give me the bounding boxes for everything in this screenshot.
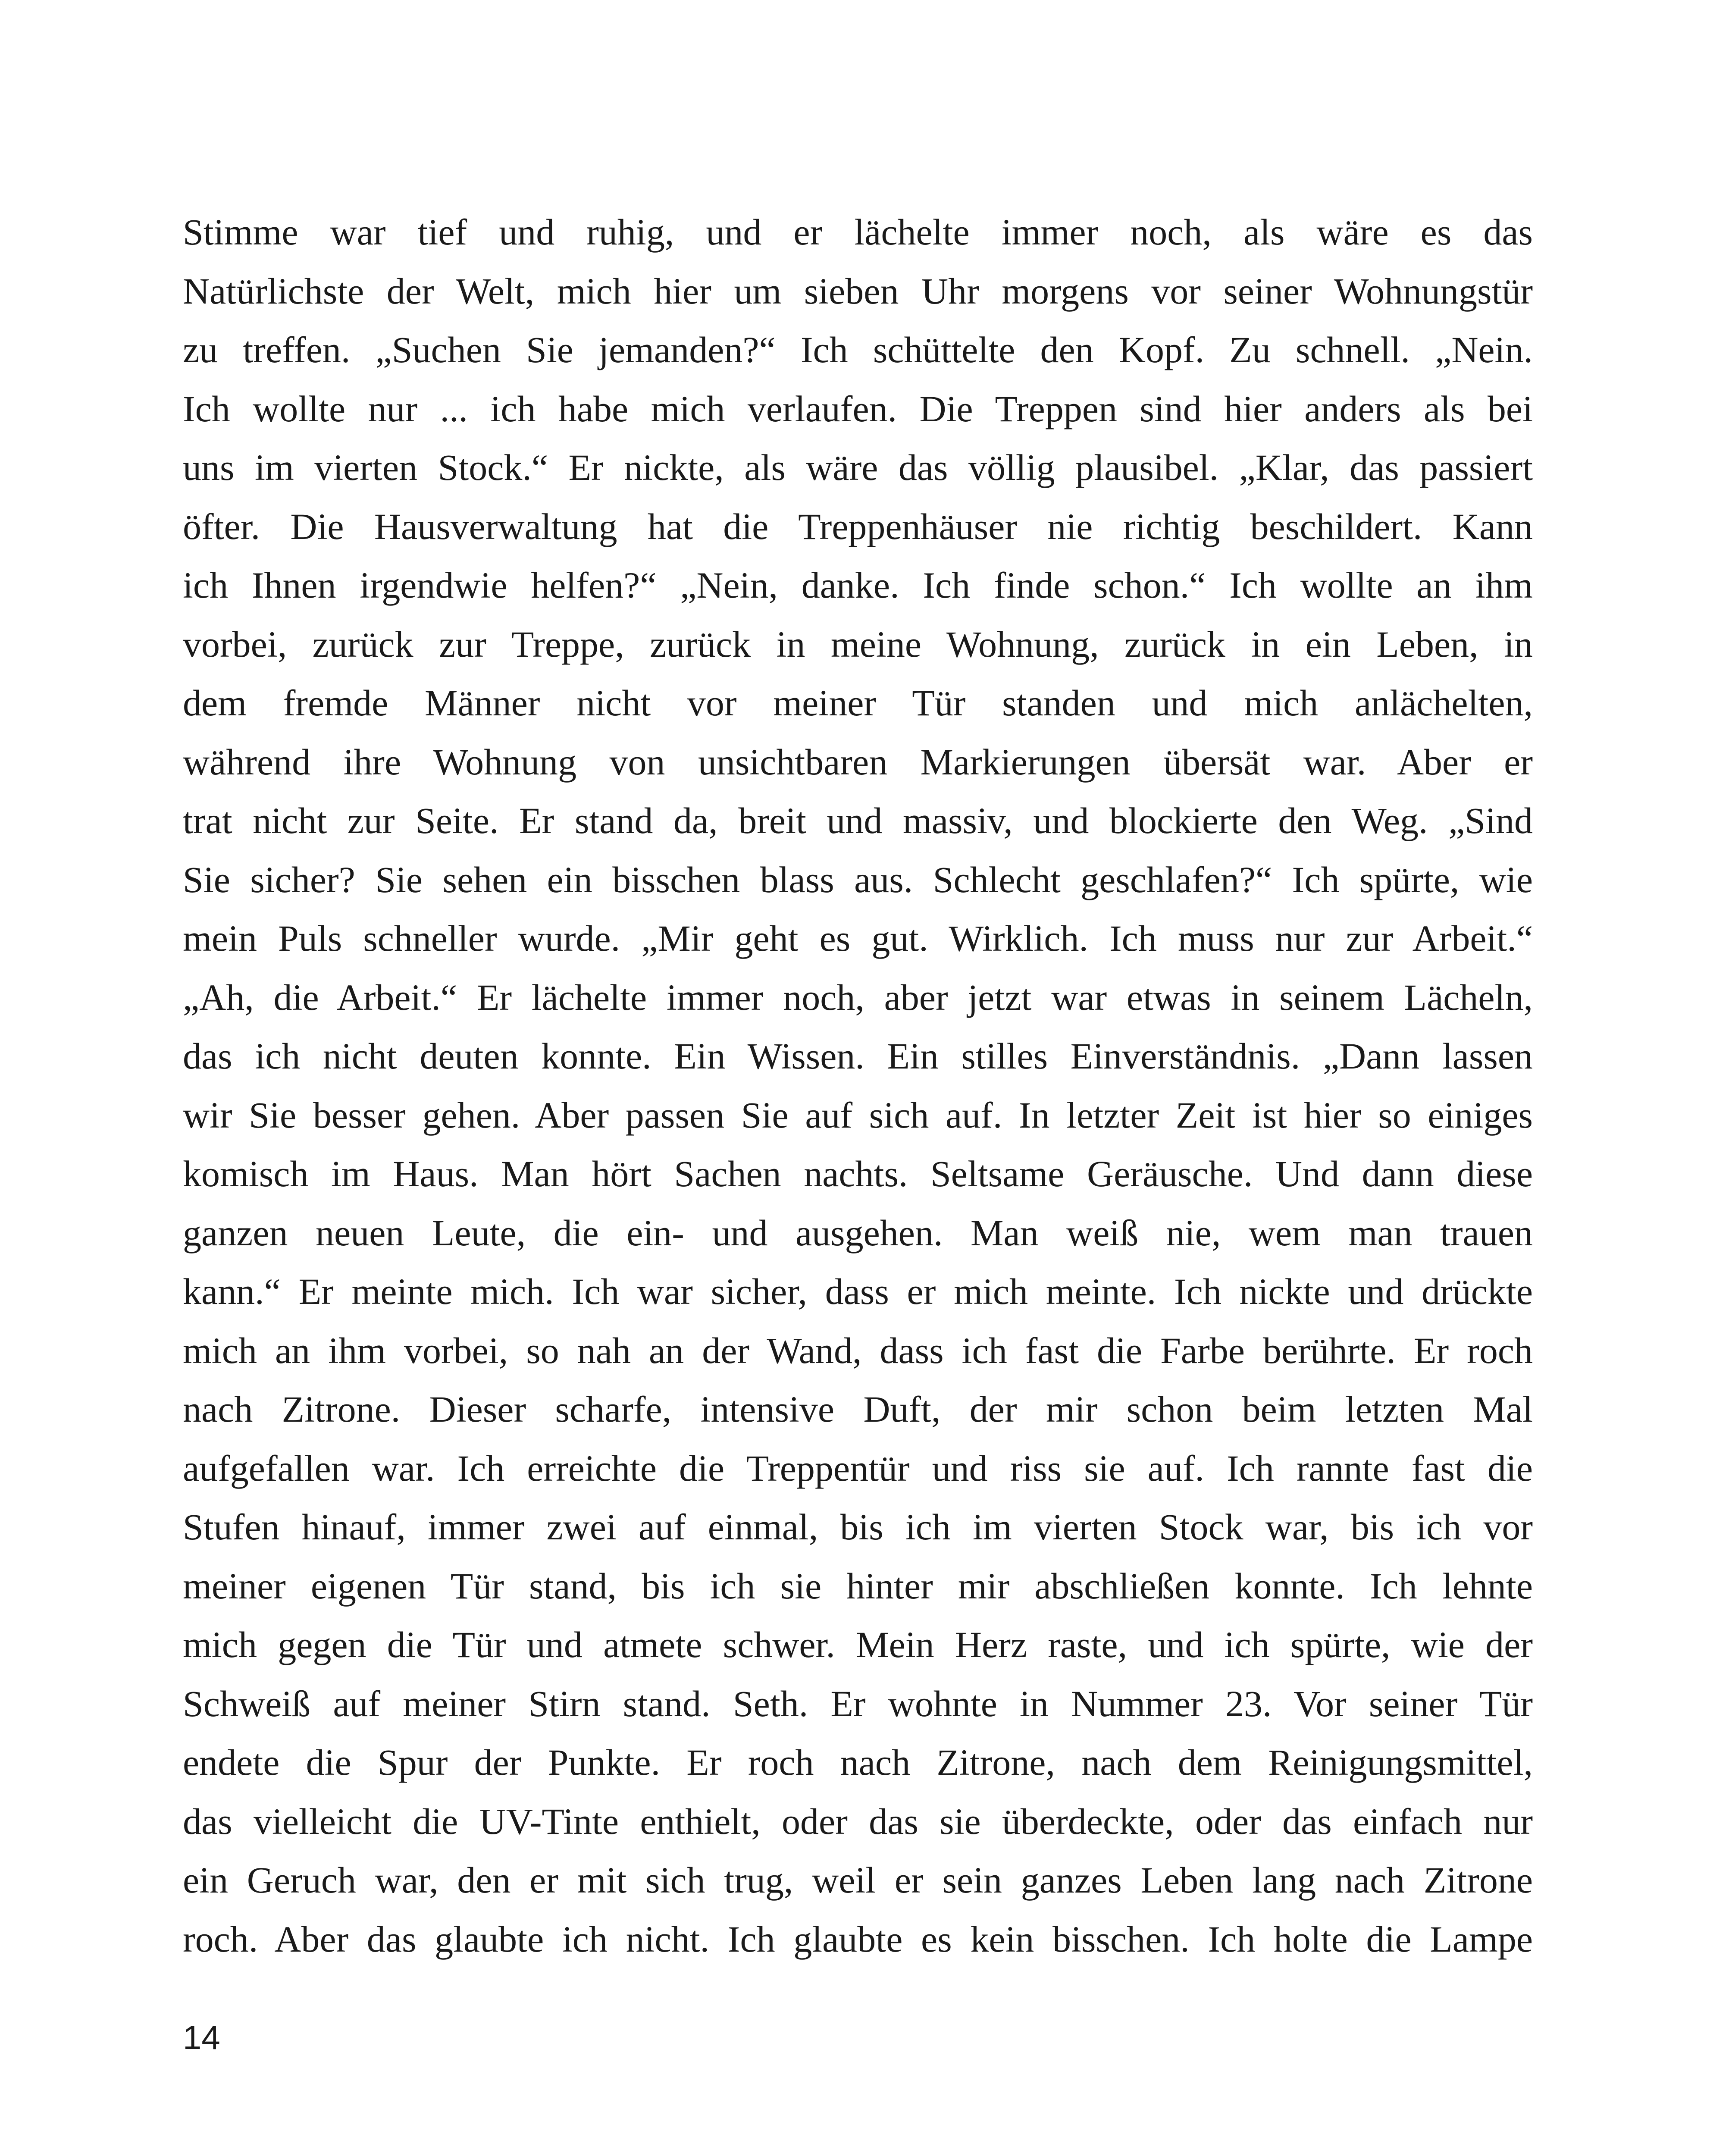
- text-line: uns im vierten Stock.“ Er nickte, als wäre das völlig plausibel. „Klar, das passiert: [183, 447, 1533, 488]
- text-line: Stufen hinauf, immer zwei auf einmal, bis ich im vierten Stock war, bis ich vor: [183, 1506, 1533, 1548]
- body-text: [183, 203, 1533, 1968]
- text-line: Sie sicher? Sie sehen ein bisschen blass aus. Schlecht geschlafen?“ Ich spürte, wie: [183, 859, 1533, 900]
- text-line: mich gegen die Tür und atmete schwer. Mein Herz raste, und ich spürte, wie der: [183, 1624, 1533, 1665]
- text-line: endete die Spur der Punkte. Er roch nach Zitrone, nach dem Reinigungsmittel,: [183, 1742, 1533, 1783]
- text-line: roch. Aber das glaubte ich nicht. Ich glaubte es kein bisschen. Ich holte die Lampe: [183, 1918, 1533, 1960]
- text-line: trat nicht zur Seite. Er stand da, breit und massiv, und blockierte den Weg. „Sind: [183, 800, 1533, 841]
- text-line: kann.“ Er meinte mich. Ich war sicher, dass er mich meinte. Ich nickte und drückte: [183, 1271, 1533, 1312]
- text-line: vorbei, zurück zur Treppe, zurück in meine Wohnung, zurück in ein Leben, in: [183, 623, 1533, 665]
- text-line: wir Sie besser gehen. Aber passen Sie auf sich auf. In letzter Zeit ist hier so einiges: [183, 1094, 1533, 1136]
- text-line: meiner eigenen Tür stand, bis ich sie hinter mir abschließen konnte. Ich lehnte: [183, 1565, 1533, 1607]
- text-line: nach Zitrone. Dieser scharfe, intensive Duft, der mir schon beim letzten Mal: [183, 1388, 1533, 1430]
- text-line: das vielleicht die UV-Tinte enthielt, oder das sie überdeckte, oder das einfach nur: [183, 1800, 1533, 1842]
- text-line: komisch im Haus. Man hört Sachen nachts. Seltsame Geräusche. Und dann diese: [183, 1153, 1533, 1194]
- text-line: mein Puls schneller wurde. „Mir geht es gut. Wirklich. Ich muss nur zur Arbeit.“: [183, 918, 1533, 959]
- text-line: „Ah, die Arbeit.“ Er lächelte immer noch, aber jetzt war etwas in seinem Lächeln,: [183, 976, 1533, 1018]
- text-line: mich an ihm vorbei, so nah an der Wand, dass ich fast die Farbe berührte. Er roch: [183, 1329, 1533, 1371]
- text-line: ganzen neuen Leute, die ein- und ausgehen. Man weiß nie, wem man trauen: [183, 1212, 1533, 1253]
- text-line: ein Geruch war, den er mit sich trug, weil er sein ganzes Leben lang nach Zitrone: [183, 1859, 1533, 1901]
- text-line: das ich nicht deuten konnte. Ein Wissen. Ein stilles Einverständnis. „Dann lassen: [183, 1035, 1533, 1077]
- page-number: 14: [183, 2018, 220, 2056]
- text-line: aufgefallen war. Ich erreichte die Treppentür und riss sie auf. Ich rannte fast die: [183, 1447, 1533, 1489]
- text-line: während ihre Wohnung von unsichtbaren Markierungen übersät war. Aber er: [183, 741, 1533, 783]
- text-line: Schweiß auf meiner Stirn stand. Seth. Er wohnte in Nummer 23. Vor seiner Tür: [183, 1683, 1533, 1724]
- text-line: Ich wollte nur ... ich habe mich verlaufen. Die Treppen sind hier anders als bei: [183, 388, 1533, 429]
- text-line: öfter. Die Hausverwaltung hat die Treppenhäuser nie richtig beschildert. Kann: [183, 505, 1533, 547]
- text-line: ich Ihnen irgendwie helfen?“ „Nein, danke. Ich finde schon.“ Ich wollte an ihm: [183, 564, 1533, 606]
- text-line: Stimme war tief und ruhig, und er lächelte immer noch, als wäre es das: [183, 211, 1533, 253]
- text-line: zu treffen. „Suchen Sie jemanden?“ Ich schüttelte den Kopf. Zu schnell. „Nein.: [183, 329, 1533, 370]
- text-line: dem fremde Männer nicht vor meiner Tür standen und mich anlächelten,: [183, 682, 1533, 724]
- text-line: Natürlichste der Welt, mich hier um sieben Uhr morgens vor seiner Wohnungstür: [183, 270, 1533, 312]
